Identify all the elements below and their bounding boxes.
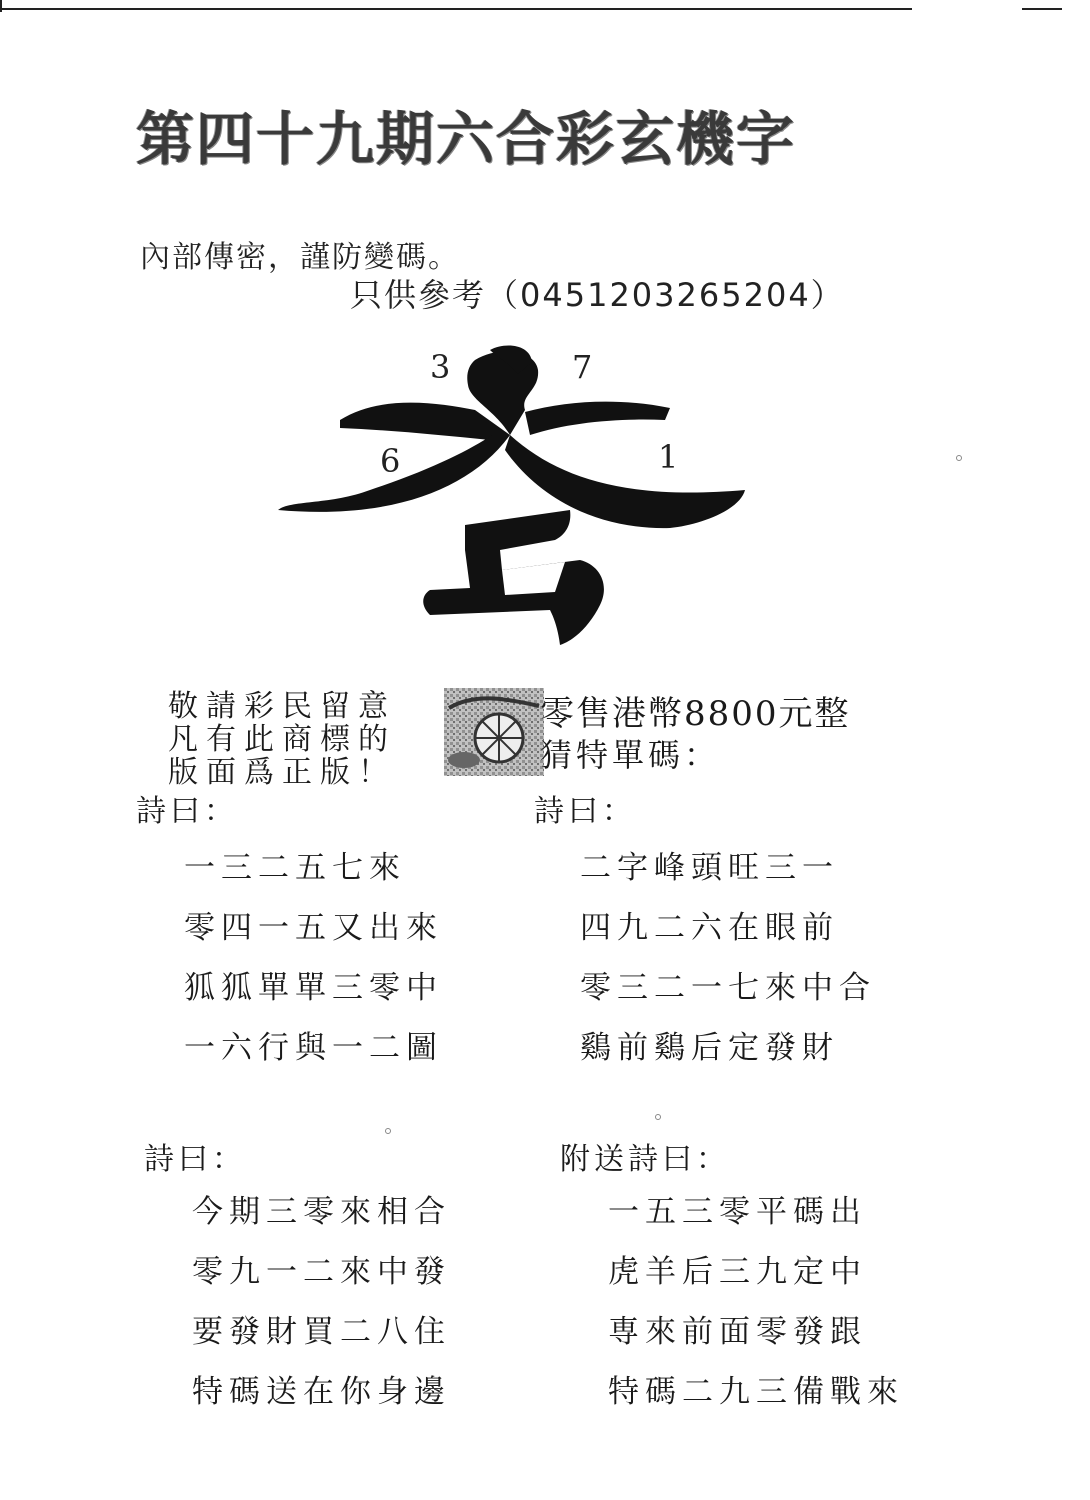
poem-line: 二字峰頭旺三一 <box>580 850 839 886</box>
poem-line: 一三二五七來 <box>184 850 406 886</box>
poem-line: 零三二一七來中合 <box>580 970 876 1006</box>
poem-line: 一六行與一二圖 <box>184 1030 443 1066</box>
corner-mark <box>0 0 2 12</box>
poem-line: 一五三零平碼出 <box>608 1194 867 1230</box>
poem-line: 四九二六在眼前 <box>580 910 839 946</box>
poem-line: 要發財買二八住 <box>192 1314 451 1350</box>
poem-line: 専來前面零發跟 <box>608 1314 867 1350</box>
top-rule-right <box>1022 8 1062 10</box>
notice-line: 版面爲正版！ <box>168 755 396 790</box>
poem-line: 狐狐單單三零中 <box>184 970 443 1006</box>
scan-speck <box>655 1114 661 1120</box>
glyph-number-mid-right: 1 <box>658 438 679 476</box>
brush-character-graphic <box>270 340 760 650</box>
retail-price: 零售港幣8800元整 <box>540 694 851 734</box>
internal-note: 內部傳密，謹防變碼。 <box>140 240 460 275</box>
glyph-number-top-left: 3 <box>430 348 451 386</box>
poem-bottom-right <box>608 1186 904 1426</box>
notice-block <box>168 690 396 789</box>
poem-heading: 附送詩曰： <box>560 1142 730 1177</box>
notice-line: 凡有此商標的 <box>168 722 396 757</box>
poem-top-left <box>184 842 443 1082</box>
notice-line: 敬請彩民留意 <box>168 689 396 724</box>
poem-line: 今期三零來相合 <box>192 1194 451 1230</box>
reference-code: 只供參考（0451203265204） <box>350 276 845 314</box>
page-title: 第四十九期六合彩玄機字 <box>136 105 797 173</box>
poem-heading: 詩曰： <box>136 794 238 829</box>
poem-line: 虎羊后三九定中 <box>608 1254 867 1290</box>
poem-line: 零四一五又出來 <box>184 910 443 946</box>
guess-label: 猜特單碼： <box>540 736 721 774</box>
poem-top-right <box>580 842 876 1082</box>
poem-line: 鷄前鷄后定發財 <box>580 1030 839 1066</box>
trademark-logo <box>444 688 544 776</box>
poem-line: 零九一二來中發 <box>192 1254 451 1290</box>
scan-speck <box>956 455 962 461</box>
poem-heading: 詩曰： <box>144 1142 246 1177</box>
poem-line: 特碼送在你身邊 <box>192 1374 451 1410</box>
poem-bottom-left <box>192 1186 451 1426</box>
poem-line: 特碼二九三備戰來 <box>608 1374 904 1410</box>
glyph-number-top-right: 7 <box>572 348 593 386</box>
glyph-number-mid-left: 6 <box>380 442 401 480</box>
scan-speck <box>385 1128 391 1134</box>
top-rule <box>0 8 912 10</box>
poem-heading: 詩曰： <box>534 794 636 829</box>
